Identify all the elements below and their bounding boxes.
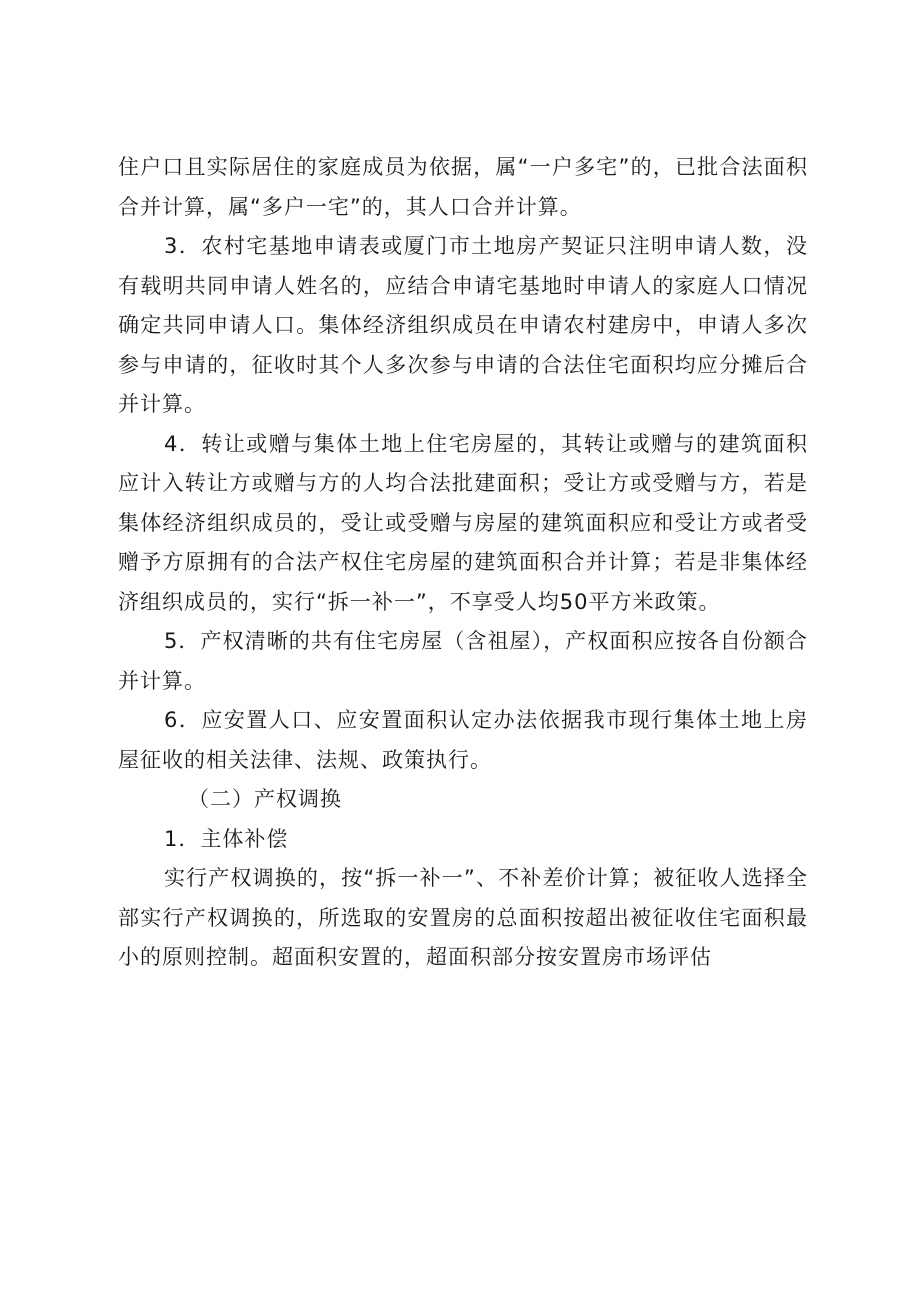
paragraph-item-6: 6．应安置人口、应安置面积认定办法依据我市现行集体土地上房屋征收的相关法律、法规、政策执行。 bbox=[118, 708, 808, 772]
section-heading-property-exchange: （二）产权调换 bbox=[188, 787, 342, 811]
paragraph-item-4: 4．转让或赠与集体土地上住宅房屋的，其转让或赠与的建筑面积应计入转让方或赠与方的人均合法批建面积；受让方或受赠与方，若是集体经济组织成员的，受让或受赠与房屋的建筑面积应和受让方或者受赠予方原拥有的合法产权住宅房屋的建筑面积合并计算；若是非集体经济组织成员的，实行“拆一补一”，不享受人均50平方米政策。 bbox=[118, 431, 808, 614]
paragraph-item-5: 5．产权清晰的共有住宅房屋（含祖屋），产权面积应按各自份额合并计算。 bbox=[118, 629, 808, 693]
document-body bbox=[118, 148, 808, 978]
paragraph-continuation: 住户口且实际居住的家庭成员为依据，属“一户多宅”的，已批合法面积合并计算，属“多户一宅”的，其人口合并计算。 bbox=[118, 155, 808, 219]
paragraph-item-3: 3．农村宅基地申请表或厦门市土地房产契证只注明申请人数，没有载明共同申请人姓名的，应结合申请宅基地时申请人的家庭人口情况确定共同申请人口。集体经济组织成员在申请农村建房中，申请人多次参与申请的，征收时其个人多次参与申请的合法住宅面积均应分摊后合并计算。 bbox=[118, 234, 808, 416]
paragraph-property-exchange: 实行产权调换的，按“拆一补一”、不补差价计算；被征收人选择全部实行产权调换的，所选取的安置房的总面积按超出被征收住宅面积最小的原则控制。超面积安置的，超面积部分按安置房市场评估 bbox=[118, 866, 808, 969]
subsection-heading-main-compensation: 1．主体补偿 bbox=[164, 826, 289, 851]
